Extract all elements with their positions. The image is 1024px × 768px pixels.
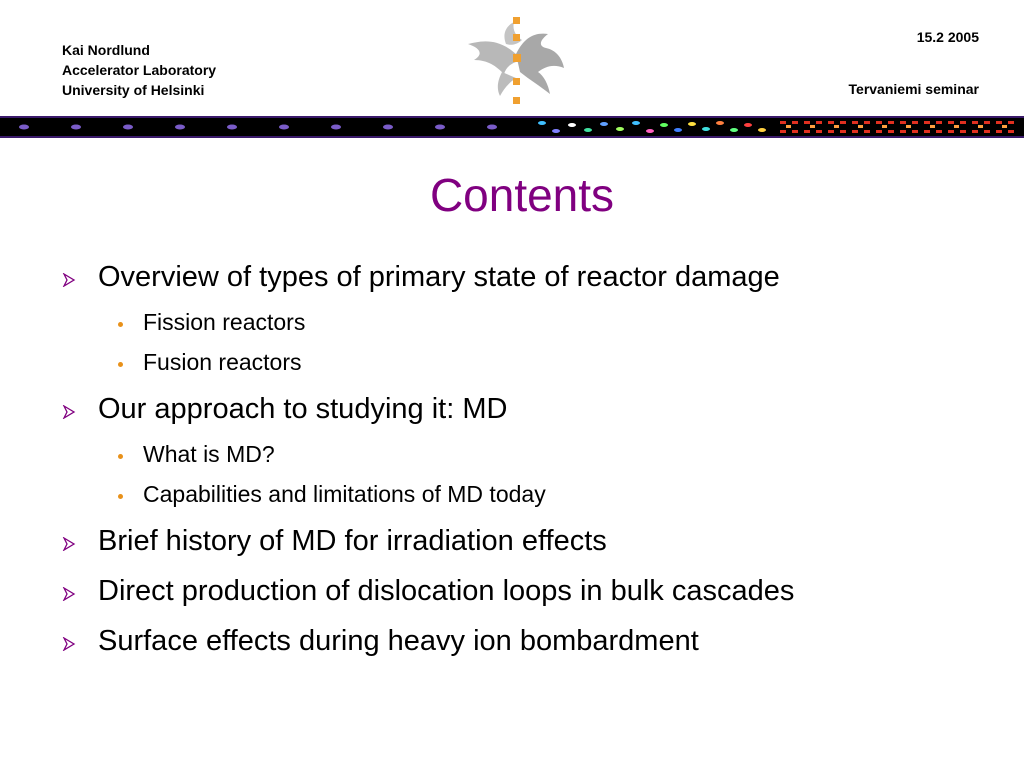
author-name: Kai Nordlund <box>62 42 150 58</box>
header-affiliation <box>62 40 216 100</box>
event-name: Tervaniemi seminar <box>848 81 979 97</box>
decorative-particle-band <box>0 116 1024 138</box>
bullet-item: Our approach to studying it: MD <box>98 393 508 425</box>
arrow-bullet-icon <box>62 637 76 651</box>
sub-bullet-item: Capabilities and limitations of MD today <box>143 481 546 507</box>
sub-bullet-item: What is MD? <box>143 441 275 467</box>
bullet-item: Overview of types of primary state of reactor damage <box>98 261 780 293</box>
dot-bullet-icon <box>118 322 123 327</box>
dot-bullet-icon <box>118 362 123 367</box>
arrow-bullet-icon <box>62 405 76 419</box>
dot-bullet-icon <box>118 454 123 459</box>
dot-bullet-icon <box>118 494 123 499</box>
bullet-item: Brief history of MD for irradiation effects <box>98 525 607 557</box>
slide-title: Contents <box>429 169 615 221</box>
bullet-item: Surface effects during heavy ion bombardment <box>98 625 699 657</box>
arrow-bullet-icon <box>62 273 76 287</box>
arrow-bullet-icon <box>62 587 76 601</box>
bullet-item: Direct production of dislocation loops in bulk cascades <box>98 575 795 607</box>
university-name: University of Helsinki <box>62 82 205 98</box>
lab-name: Accelerator Laboratory <box>62 62 217 78</box>
arrow-bullet-icon <box>62 537 76 551</box>
sub-bullet-item: Fusion reactors <box>143 349 302 375</box>
university-of-helsinki-flame-logo <box>466 14 566 108</box>
presentation-date: 15.2 2005 <box>916 29 979 45</box>
sub-bullet-item: Fission reactors <box>143 309 306 335</box>
